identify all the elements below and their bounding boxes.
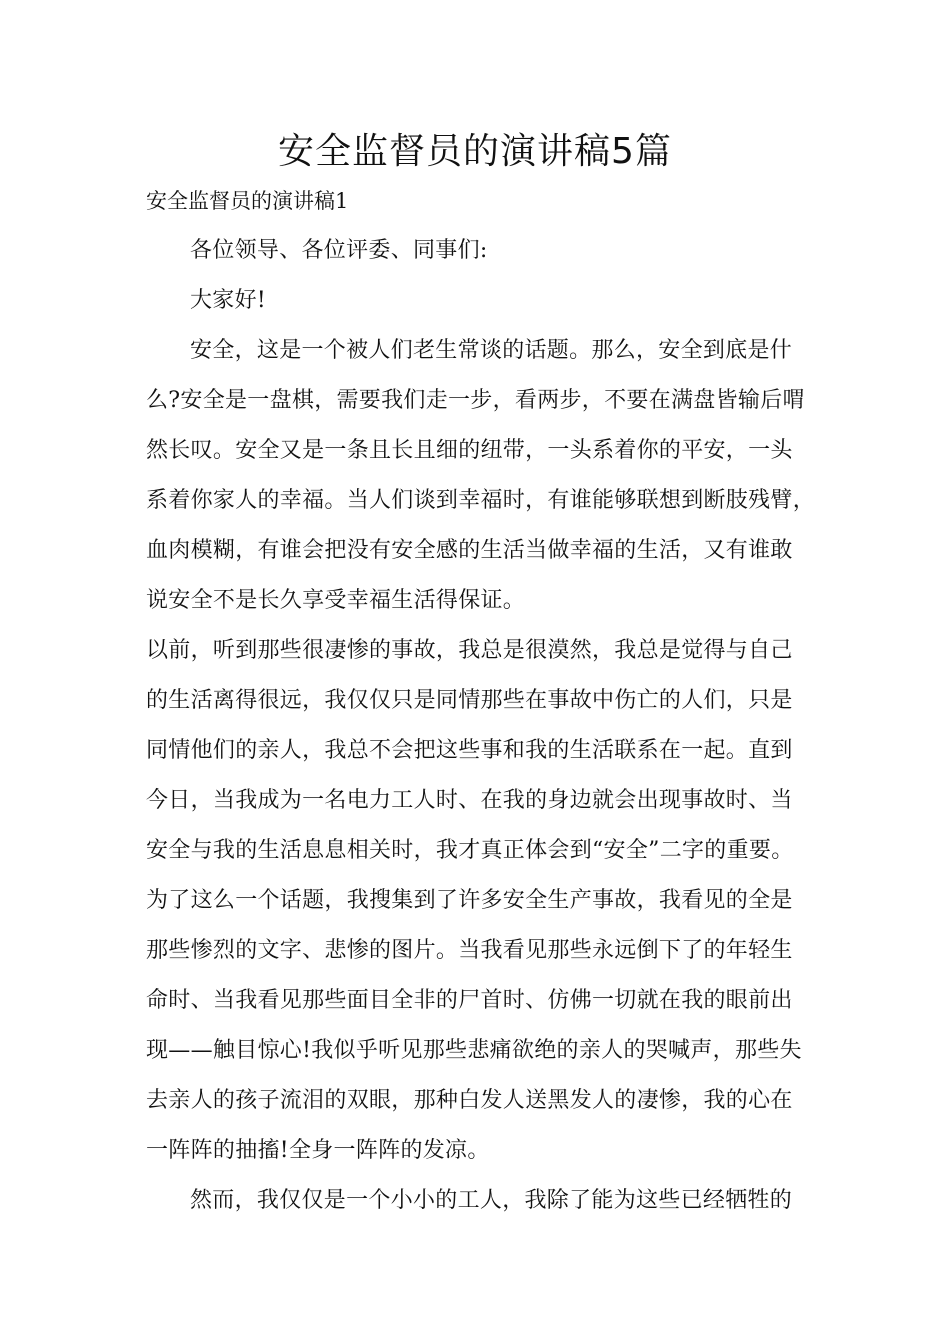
document-title: 安全监督员的演讲稿5篇 (278, 131, 672, 172)
text-line: 去亲人的孩子流泪的双眼，那种白发人送黑发人的凄惨，我的心在 (146, 1088, 793, 1113)
text-line: 那些惨烈的文字、悲惨的图片。当我看见那些永远倒下了的年轻生 (146, 938, 793, 963)
text-line: 说安全不是长久享受幸福生活得保证。 (146, 588, 526, 613)
text-line: 同情他们的亲人，我总不会把这些事和我的生活联系在一起。直到 (146, 738, 793, 763)
text-line: 现——触目惊心!我似乎听见那些悲痛欲绝的亲人的哭喊声，那些失 (146, 1038, 802, 1063)
section-heading: 安全监督员的演讲稿1 (146, 189, 349, 213)
text-line: 一阵阵的抽搐!全身一阵阵的发凉。 (146, 1138, 490, 1163)
text-line: 么?安全是一盘棋，需要我们走一步，看两步，不要在满盘皆输后喟 (146, 388, 805, 413)
text-line: 然长叹。安全又是一条且长且细的纽带，一头系着你的平安，一头 (146, 438, 793, 463)
text-line: 今日，当我成为一名电力工人时、在我的身边就会出现事故时、当 (146, 788, 793, 813)
text-line: 命时、当我看见那些面目全非的尸首时、仿佛一切就在我的眼前出 (146, 988, 793, 1013)
text-line: 然而，我仅仅是一个小小的工人，我除了能为这些已经牺牲的 (190, 1188, 793, 1213)
text-line-salutation: 各位领导、各位评委、同事们: (190, 238, 488, 263)
text-line: 血肉模糊，有谁会把没有安全感的生活当做幸福的生活，又有谁敢 (146, 538, 793, 563)
text-line: 为了这么一个话题，我搜集到了许多安全生产事故，我看见的全是 (146, 888, 793, 913)
text-line: 的生活离得很远，我仅仅只是同情那些在事故中伤亡的人们，只是 (146, 688, 793, 713)
text-line: 以前，听到那些很凄惨的事故，我总是很漠然，我总是觉得与自己 (146, 638, 793, 663)
text-line: 安全，这是一个被人们老生常谈的话题。那么，安全到底是什 (190, 338, 793, 363)
text-line-greeting: 大家好! (190, 288, 267, 313)
text-line: 安全与我的生活息息相关时，我才真正体会到“安全”二字的重要。 (146, 838, 794, 863)
text-line: 系着你家人的幸福。当人们谈到幸福时，有谁能够联想到断肢残臂， (146, 488, 816, 513)
